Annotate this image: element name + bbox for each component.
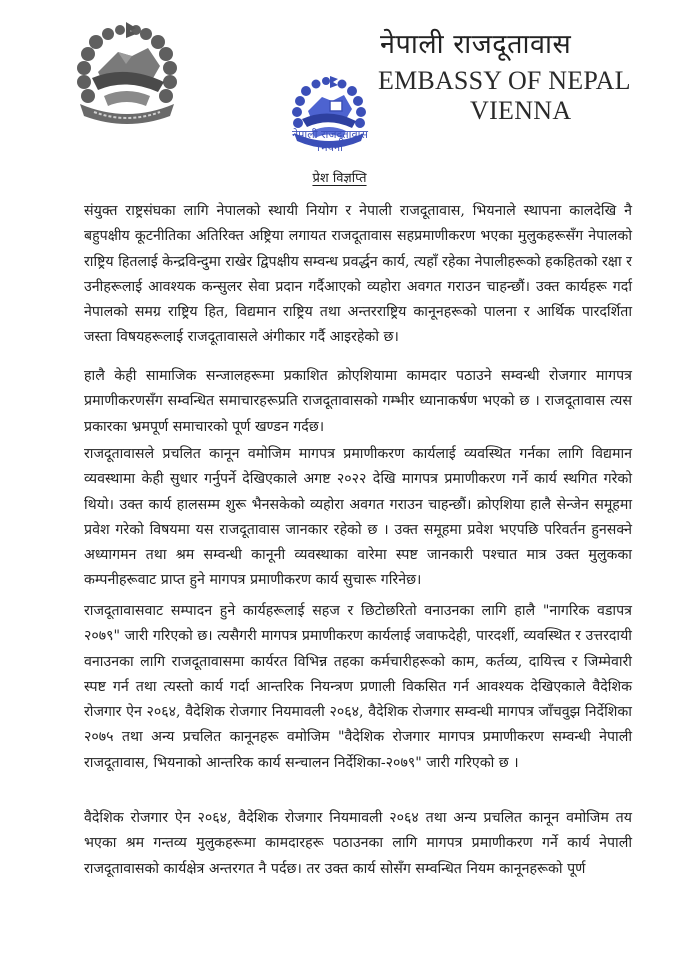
embassy-title-english: EMBASSY OF NEPAL xyxy=(378,66,631,95)
body-paragraph-1: संयुक्त राष्ट्रसंघका लागि नेपालको स्थायी नियोग र नेपाली राजदूतावास, भियनाले स्थापना कालदेखि नै बहुपक्षीय कूटनीतिका अतिरिक्त अष्ट्रिया लगायत राजदूतावास सहप्रमाणीकरण भएका मुलुकहरूसँग नेपालको राष्ट्रिय हितलाई केन्द्रविन्दुमा राखेर द्विपक्षीय सम्वन्ध प्रवर्द्धन कार्य, त्यहाँ रहेका नेपालीहरूको हकहितको रक्षा र उनीहरूलाई आवश्यक कन्सुलर सेवा प्रदान गर्दैआएको व्यहोरा अवगत गराउन चाहन्छौं। उक्त कार्यहरू गर्दा नेपालको समग्र राष्ट्रिय हित, विद्यमान राष्ट्रिय तथा अन्तरराष्ट्रिय कानूनहरूको पालना र आर्थिक पारदर्शिता जस्ता विषयहरूलाई राजदूतावासले अंगीकार गर्दै आइरहेको छ। xyxy=(84,203,632,346)
body-paragraph-3: राजदूतावासले प्रचलित कानून वमोजिम मागपत्र प्रमाणीकरण कार्यलाई व्यवस्थित गर्नका लागि विद्यमान व्यवस्थामा केही सुधार गर्नुपर्ने देखिएकाले अगष्ट २०२२ देखि मागपत्र प्रमाणीकरण गर्ने कार्य स्थगित गरेको थियो। उक्त कार्य हालसम्म शुरू भैनसकेको व्यहोरा अवगत गराउन चाहन्छौं। क्रोएशिया हालै सेन्जेन समूहमा प्रवेश गरेको विषयमा यस राजदूतावास जानकार रहेको छ । उक्त समूहमा प्रवेश भएपछि परिवर्तन हुनसक्ने अध्यागमन तथा श्रम सम्वन्धी कानूनी व्यवस्थाका वारेमा स्पष्ट जानकारी पश्चात मात्र उक्त मुलुकका कम्पनीहरूवाट प्राप्त हुने मागपत्र प्रमाणीकरण कार्य सुचारू गरिनेछ। xyxy=(84,446,632,589)
body-paragraph-2: हालै केही सामाजिक सन्जालहरूमा प्रकाशित क्रोएशियामा कामदार पठाउने सम्वन्धी रोजगार मागपत्र प्रमाणीकरणसँग सम्वन्धित समाचारहरूप्रति राजदूतावासको गम्भीर ध्यानाकर्षण भएको छ । राजदूतावास त्यस प्रकारका भ्रमपूर्ण समाचारको पूर्ण खण्डन गर्दछ। xyxy=(84,368,632,435)
press-release-heading-text: प्रेश विज्ञप्ति xyxy=(312,171,367,186)
nepal-national-emblem-icon xyxy=(74,20,180,132)
embassy-title-nepali: नेपाली राजदूतावास xyxy=(380,29,572,60)
press-release-heading xyxy=(0,170,679,188)
body-paragraph-5: वैदेशिक रोजगार ऐन २०६४, वैदेशिक रोजगार नियमावली २०६४ तथा अन्य प्रचलित कानून वमोजिम तय भएका श्रम गन्तव्य मुलुकहरूमा कामदारहरू पठाउनका लागि मागपत्र प्रमाणीकरण गर्ने कार्य नेपाली राजदूतावासको कार्यक्षेत्र अन्तरगत नै पर्दछ। तर उक्त कार्य सोसँग सम्वन्धित नियम कानूनहरूको पूर्ण xyxy=(84,810,632,877)
embassy-seal-caption xyxy=(280,128,380,154)
body-paragraph-4: राजदूतावासवाट सम्पादन हुने कार्यहरूलाई सहज र छिटोछरितो वनाउनका लागि हालै "नागरिक वडापत्र २०७९" जारी गरिएको छ। त्यसैगरी मागपत्र प्रमाणीकरण कार्यलाई जवाफदेही, पारदर्शी, व्यवस्थित र उत्तरदायी वनाउनका लागि राजदूतावासमा कार्यरत विभिन्न तहका कर्मचारीहरूको काम, कर्तव्य, दायित्त्व र जिम्मेवारी स्पष्ट गर्न तथा त्यस्तो कार्य गर्दा आन्तरिक नियन्त्रण प्रणाली विकसित गर्न आवश्यक देखिएकाले वैदेशिक रोजगार ऐन २०६४, वैदेशिक रोजगार नियमावली २०६४, वैदेशिक रोजगार सम्वन्धी मागपत्र जाँचवुझ निर्देशिका २०७५ तथा अन्य प्रचलित कानूनहरू वमोजिम "वैदेशिक रोजगार मागपत्र प्रमाणीकरण सम्वन्धी नेपाली राजदूतावास, भियनाको आन्तरिक कार्य सन्चालन निर्देशिका-२०७९" जारी गरिएको छ । xyxy=(84,603,632,771)
seal-caption-line2: भियना xyxy=(317,141,343,154)
embassy-city: VIENNA xyxy=(470,96,572,125)
seal-caption-line1: नेपाली राजदूतावास xyxy=(292,128,368,141)
letterhead-title-block xyxy=(378,28,638,126)
